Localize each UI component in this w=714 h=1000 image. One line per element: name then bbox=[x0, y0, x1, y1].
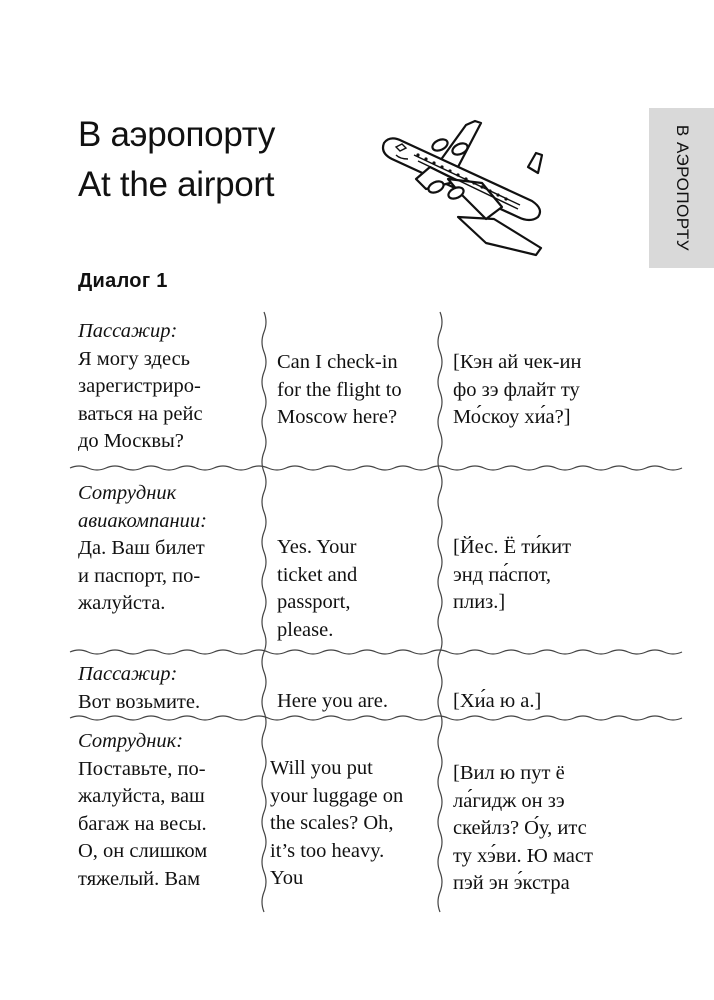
table-cell-english bbox=[277, 688, 388, 716]
text-line: и паспорт, по- bbox=[78, 564, 201, 587]
text-line: passport, bbox=[277, 591, 351, 613]
text-line: до Москвы? bbox=[78, 430, 184, 452]
text-line: багаж на весы. bbox=[78, 812, 207, 835]
row-divider bbox=[70, 650, 682, 654]
text-line: Я могу здесь bbox=[78, 347, 191, 370]
table-cell-english bbox=[277, 349, 402, 432]
title-english: At the airport bbox=[78, 165, 275, 204]
text-line: it’s too heavy. bbox=[270, 839, 385, 862]
page-title bbox=[78, 110, 275, 210]
text-line: скейлз? О́у, итс bbox=[453, 817, 587, 839]
text-line: плиз.] bbox=[453, 591, 506, 613]
speaker-label: Пассажир: bbox=[78, 320, 178, 342]
text-line: ту хэ́ви. Ю маст bbox=[453, 844, 593, 867]
table-cell-transcription bbox=[453, 349, 581, 432]
text-line: Да. Ваш билет bbox=[78, 537, 205, 559]
speaker-label: Сотрудник bbox=[78, 482, 177, 504]
text-line: please. bbox=[277, 618, 334, 641]
text-line: ваться на рейс bbox=[78, 402, 203, 425]
speaker-label: Пассажир: bbox=[78, 663, 178, 685]
table-cell-english bbox=[270, 755, 403, 893]
table-cell-transcription bbox=[453, 760, 593, 898]
speaker-label: Сотрудник: bbox=[78, 730, 184, 752]
text-line: Moscow here? bbox=[277, 406, 398, 428]
column-divider bbox=[438, 312, 442, 912]
chapter-side-tab bbox=[649, 108, 714, 268]
text-line: Вот возьмите. bbox=[78, 690, 201, 713]
text-line: О, он слишком bbox=[78, 840, 208, 862]
text-line: [Вил ю пут ё bbox=[453, 762, 565, 784]
table-cell-russian bbox=[78, 728, 207, 893]
text-line: [Хи́а ю а.] bbox=[453, 690, 542, 712]
text-line: for the flight to bbox=[277, 378, 402, 401]
text-line: your luggage on bbox=[270, 784, 404, 807]
text-line: [Йес. Ё ти́кит bbox=[453, 536, 572, 558]
chapter-side-tab-label: В АЭРОПОРТУ bbox=[672, 124, 692, 252]
text-line: Поставьте, по- bbox=[78, 757, 206, 780]
row-divider bbox=[70, 716, 682, 720]
dialog-heading: Диалог 1 bbox=[78, 270, 168, 292]
text-line: Can I check-in bbox=[277, 351, 398, 373]
text-line: тяжелый. Вам bbox=[78, 867, 201, 890]
text-line: ticket and bbox=[277, 563, 358, 586]
text-line: жалуйста. bbox=[78, 592, 166, 614]
text-line: Will you put bbox=[270, 757, 373, 779]
airplane-icon bbox=[378, 115, 548, 265]
text-line: пэй эн э́кстра bbox=[453, 872, 570, 894]
text-line: the scales? Oh, bbox=[270, 812, 394, 834]
text-line: Yes. Your bbox=[277, 536, 357, 558]
table-cell-russian bbox=[78, 318, 203, 456]
text-line: You bbox=[270, 867, 304, 889]
text-line: [Кэн ай чек-ин bbox=[453, 351, 582, 373]
text-line: фо зэ флайт ту bbox=[453, 378, 580, 401]
title-russian: В аэропорту bbox=[78, 115, 276, 154]
table-cell-english bbox=[277, 534, 357, 644]
text-line: жалуйста, ваш bbox=[78, 785, 205, 807]
table-cell-russian bbox=[78, 661, 200, 716]
table-cell-russian bbox=[78, 480, 207, 618]
table-cell-transcription bbox=[453, 534, 571, 617]
text-line: Мо́скоу хи́а?] bbox=[453, 406, 571, 428]
table-cell-transcription bbox=[453, 688, 541, 716]
text-line: зарегистриро- bbox=[78, 375, 201, 397]
row-divider bbox=[70, 466, 682, 470]
text-line: энд па́спот, bbox=[453, 563, 551, 586]
speaker-label: авиакомпании: bbox=[78, 509, 208, 532]
text-line: ла́гидж он зэ bbox=[453, 789, 565, 812]
column-divider bbox=[262, 312, 266, 912]
text-line: Here you are. bbox=[277, 690, 388, 712]
